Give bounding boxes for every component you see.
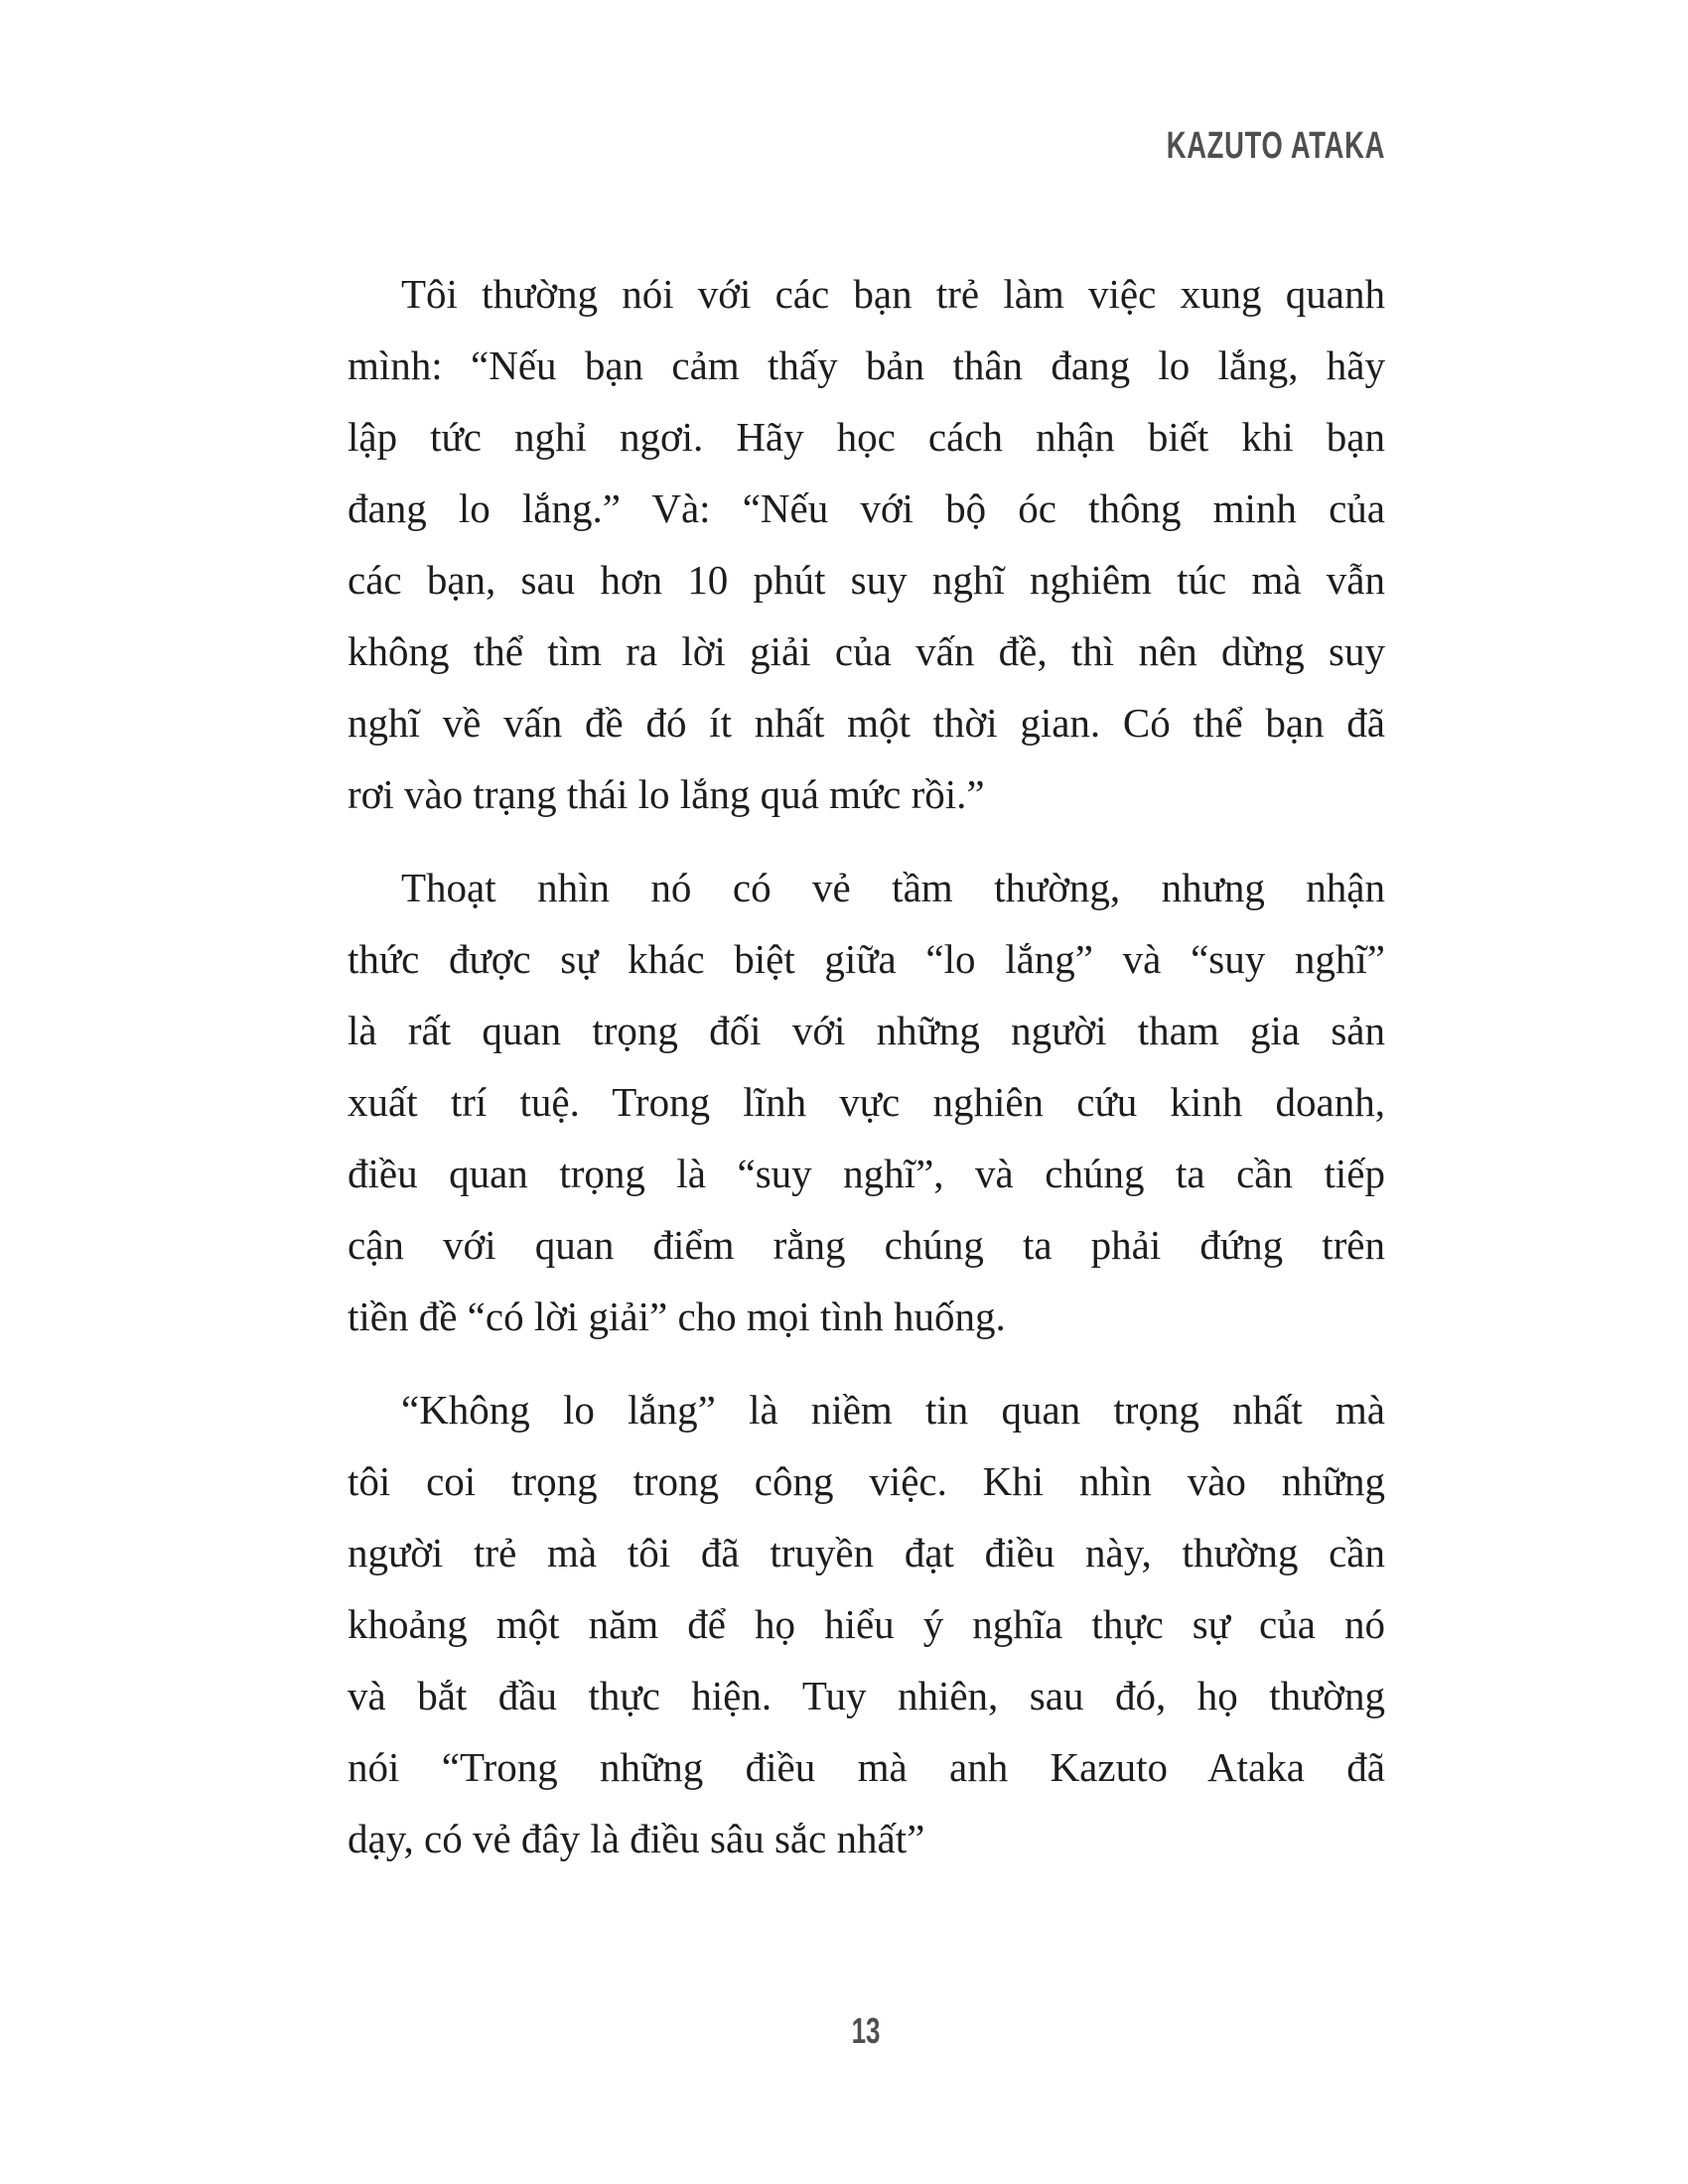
text-line: tiền đề “có lời giải” cho mọi tình huống. bbox=[348, 1294, 1006, 1339]
text-line: nghĩ về vấn đề đó ít nhất một thời gian. Có thể bạn đã bbox=[348, 700, 1385, 746]
running-header-author bbox=[1081, 127, 1385, 165]
text-line: là rất quan trọng đối với những người tham gia sản bbox=[348, 1008, 1385, 1053]
text-line: người trẻ mà tôi đã truyền đạt điều này, thường cần bbox=[348, 1530, 1385, 1575]
text-line: cận với quan điểm rằng chúng ta phải đứng trên bbox=[348, 1222, 1385, 1268]
page-number-text: 13 bbox=[852, 2010, 881, 2051]
text-line: không thể tìm ra lời giải của vấn đề, thì nên dừng suy bbox=[348, 628, 1385, 674]
paragraph bbox=[348, 1374, 1385, 1874]
text-line: thức được sự khác biệt giữa “lo lắng” và “suy nghĩ” bbox=[348, 936, 1385, 982]
text-line: đang lo lắng.” Và: “Nếu với bộ óc thông minh của bbox=[348, 485, 1385, 531]
page-number bbox=[348, 2010, 1385, 2051]
text-line: tôi coi trọng trong công việc. Khi nhìn vào những bbox=[348, 1458, 1385, 1504]
text-line: mình: “Nếu bạn cảm thấy bản thân đang lo lắng, hãy bbox=[348, 342, 1385, 388]
text-line: và bắt đầu thực hiện. Tuy nhiên, sau đó, họ thường bbox=[348, 1673, 1385, 1718]
text-line: dạy, có vẻ đây là điều sâu sắc nhất” bbox=[348, 1816, 925, 1861]
text-line: điều quan trọng là “suy nghĩ”, và chúng ta cần tiếp bbox=[348, 1151, 1385, 1196]
text-line: Tôi thường nói với các bạn trẻ làm việc xung quanh bbox=[401, 271, 1385, 317]
text-line: rơi vào trạng thái lo lắng quá mức rồi.” bbox=[348, 771, 985, 817]
text-line: xuất trí tuệ. Trong lĩnh vực nghiên cứu kinh doanh, bbox=[348, 1079, 1385, 1125]
text-line: nói “Trong những điều mà anh Kazuto Ataka đã bbox=[348, 1744, 1385, 1790]
body-text bbox=[348, 258, 1385, 1874]
text-line: các bạn, sau hơn 10 phút suy nghĩ nghiêm túc mà vẫn bbox=[348, 557, 1385, 603]
text-line: “Không lo lắng” là niềm tin quan trọng nhất mà bbox=[401, 1387, 1385, 1433]
paragraph bbox=[348, 852, 1385, 1352]
paragraph bbox=[348, 258, 1385, 830]
text-line: khoảng một năm để họ hiểu ý nghĩa thực sự của nó bbox=[348, 1601, 1385, 1647]
author-header-text: KAZUTO ATAKA bbox=[1166, 125, 1385, 167]
text-line: lập tức nghỉ ngơi. Hãy học cách nhận biết khi bạn bbox=[348, 414, 1385, 460]
text-line: Thoạt nhìn nó có vẻ tầm thường, nhưng nhận bbox=[401, 865, 1385, 910]
